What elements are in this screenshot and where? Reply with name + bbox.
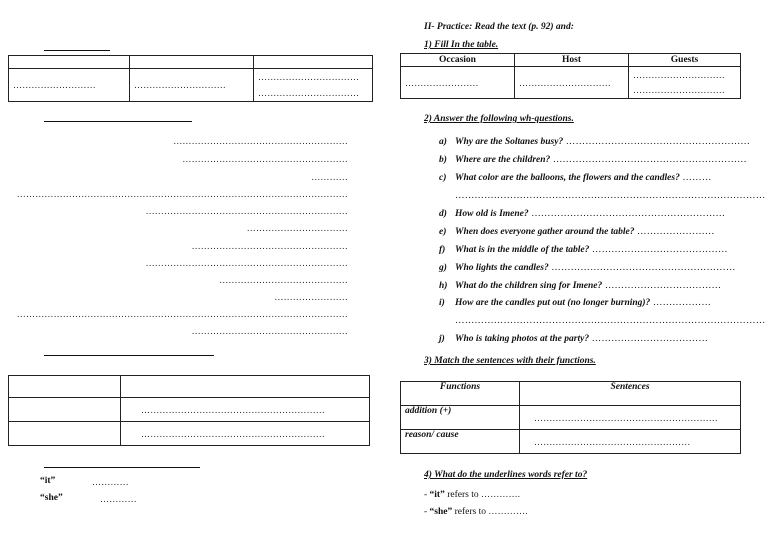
dot-line: …………………………………………… (191, 326, 348, 336)
match-table (400, 381, 741, 454)
ref-word: “it” (40, 476, 56, 486)
function-cell: addition (+) (401, 406, 520, 430)
table-cell: …………………………………………………… (121, 422, 370, 446)
column-header: Sentences (520, 382, 741, 406)
dot-line: …………………… (274, 292, 348, 302)
table-cell: ………………………… (130, 69, 254, 102)
question-d: d) How old is Imene? …………………………………………………… (439, 209, 726, 219)
question-a: a) Why are the Soltanes busy? ………………………………………………… (439, 137, 751, 147)
column-header: Functions (401, 382, 520, 406)
question-h: h) What do the children sing for Imene? ……………………………… (439, 281, 722, 291)
dot-line: ………………………………………………………… (145, 206, 348, 216)
section-title-wh-questions: 2) Answer the following wh-questions. (424, 114, 574, 124)
column-header: Guests (629, 54, 741, 67)
table-cell: …………………………………………………… (121, 398, 370, 422)
table-cell: …………………… (401, 67, 515, 99)
function-cell: reason/ cause (401, 430, 520, 454)
table-cell: ……………………… (9, 69, 130, 102)
question-c-continued: …………………………………………………………………………………… (455, 191, 766, 201)
question-g: g) Who lights the candles? ………………………………………………… (439, 263, 736, 273)
table-cell: ………………………… ………………………… (629, 67, 741, 99)
table-cell (9, 422, 121, 446)
table-cell (9, 376, 121, 398)
section-title-fill-table: 1) Fill In the table. (424, 40, 499, 50)
section-title-refer: 4) What do the underlines words refer to? (424, 470, 588, 480)
section-title-match: 3) Match the sentences with their functions. (424, 356, 596, 366)
table-cell (9, 398, 121, 422)
left-blank-heading-line (44, 467, 200, 468)
table-cell (121, 376, 370, 398)
sentence-cell: …………………………………………………… (520, 406, 741, 430)
question-i-continued: …………………………………………………………………………………… (455, 316, 766, 326)
column-header: Host (515, 54, 629, 67)
sentence-cell: …………………………………………… (520, 430, 741, 454)
question-f: f) What is in the middle of the table? …………………………………… (439, 245, 728, 255)
dot-line: …………………………………………… (191, 241, 348, 251)
refer-item-she: - “she” refers to …………. (424, 506, 528, 517)
left-bottom-table (8, 375, 370, 446)
dot-line: ………………………………………………… (173, 136, 348, 146)
dot-line: …………………………………… (219, 275, 348, 285)
table-cell: …………………………… …………………………… (254, 69, 373, 102)
table-cell: ………………………… (515, 67, 629, 99)
fill-table (400, 53, 741, 99)
question-i: i) How are the candles put out (no longer burning)? ……………… (439, 298, 712, 308)
question-e: e) When does everyone gather around the table? …………………… (439, 227, 715, 237)
dot-line: ………… (311, 172, 348, 182)
ref-dots: ………… (100, 494, 137, 504)
ref-dots: ………… (92, 477, 129, 487)
question-c: c) What color are the balloons, the flowers and the candles? ……… (439, 173, 712, 183)
left-blank-heading-line (44, 121, 192, 122)
column-header: Occasion (401, 54, 515, 67)
practice-heading: II- Practice: Read the text (p. 92) and: (424, 22, 574, 32)
question-j: j) Who is taking photos at the party? ……………………………… (439, 334, 709, 344)
dot-line: ……………………………………………… (182, 154, 348, 164)
question-b: b) Where are the children? …………………………………………………… (439, 155, 747, 165)
dot-line: ……………………………………………………………………………………………… (16, 309, 348, 319)
refer-item-it: - “it” refers to …………. (424, 489, 521, 500)
dot-line: ……………………………………………………………………………………………… (16, 189, 348, 199)
dot-line: …………………………… (246, 223, 348, 233)
ref-word: “she” (40, 493, 63, 503)
left-top-table (8, 55, 373, 102)
left-blank-heading-line (44, 355, 214, 356)
dot-line: ………………………………………………………… (145, 258, 348, 268)
left-blank-heading-line (44, 50, 110, 51)
